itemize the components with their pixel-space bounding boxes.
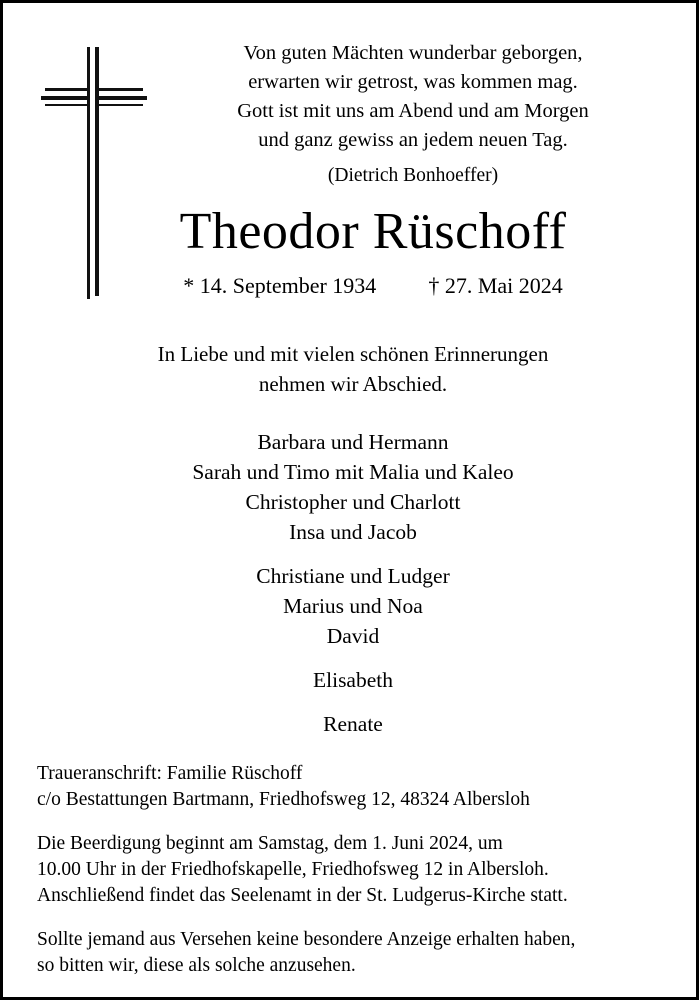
family-member: David xyxy=(326,624,380,648)
deceased-name: Theodor Rüschoff xyxy=(179,203,567,260)
address-line: c/o Bestattungen Bartmann, Friedhofsweg 12, 48324 Albersloh xyxy=(37,789,530,810)
family-group xyxy=(63,427,643,547)
cross-horizontal-bottom-right xyxy=(99,104,143,106)
family-member: Christopher und Charlott xyxy=(245,490,461,514)
family-group xyxy=(63,665,643,695)
family-member: Marius und Noa xyxy=(283,594,423,618)
cross-vertical-line-right xyxy=(95,47,99,296)
poem-attribution: (Dietrich Bonhoeffer) xyxy=(327,165,499,186)
family-names xyxy=(63,427,643,739)
cross-horizontal-top-left xyxy=(45,88,87,91)
farewell-message xyxy=(63,339,643,399)
cross-vertical-line-left xyxy=(87,47,90,299)
address-line: Traueranschrift: Familie Rüschoff xyxy=(37,763,303,784)
cross-horizontal-mid-left xyxy=(41,96,87,100)
funeral-details xyxy=(37,831,673,909)
memorial-poem xyxy=(193,39,633,190)
mourning-address xyxy=(37,761,673,813)
death-date: † 27. Mai 2024 xyxy=(428,273,563,298)
family-member: Barbara und Hermann xyxy=(257,430,449,454)
life-dates xyxy=(103,273,643,299)
family-member: Christiane und Ludger xyxy=(256,564,450,588)
poem-line: Von guten Mächten wunderbar geborgen, xyxy=(243,42,583,64)
cross-horizontal-bottom-left xyxy=(45,104,87,106)
general-notice-line: Sollte jemand aus Versehen keine besondere Anzeige erhalten haben, xyxy=(37,929,576,950)
family-member: Insa und Jacob xyxy=(289,520,417,544)
family-member: Sarah und Timo mit Malia und Kaleo xyxy=(192,460,514,484)
family-member: Renate xyxy=(323,712,383,736)
cross-horizontal-mid-right xyxy=(99,96,147,100)
funeral-detail-line: Die Beerdigung beginnt am Samstag, dem 1. Juni 2024, um xyxy=(37,833,503,854)
family-group xyxy=(63,709,643,739)
family-member: Elisabeth xyxy=(312,668,393,692)
birth-date: * 14. September 1934 xyxy=(183,273,377,298)
general-notice xyxy=(37,927,673,979)
funeral-detail-line: Anschließend findet das Seelenamt in der St. Ludgerus-Kirche statt. xyxy=(37,885,568,906)
poem-line: erwarten wir getrost, was kommen mag. xyxy=(248,71,578,93)
farewell-line: nehmen wir Abschied. xyxy=(258,372,448,396)
farewell-line: In Liebe und mit vielen schönen Erinnerungen xyxy=(157,342,549,366)
cross-horizontal-top-right xyxy=(99,88,143,91)
funeral-detail-line: 10.00 Uhr in der Friedhofskapelle, Friedhofsweg 12 in Albersloh. xyxy=(37,859,549,880)
general-notice-line: so bitten wir, diese als solche anzusehen. xyxy=(37,955,356,976)
notice-footer xyxy=(37,761,673,979)
poem-line: und ganz gewiss an jedem neuen Tag. xyxy=(258,129,568,151)
poem-line: Gott ist mit uns am Abend und am Morgen xyxy=(237,100,589,122)
family-group xyxy=(63,561,643,651)
